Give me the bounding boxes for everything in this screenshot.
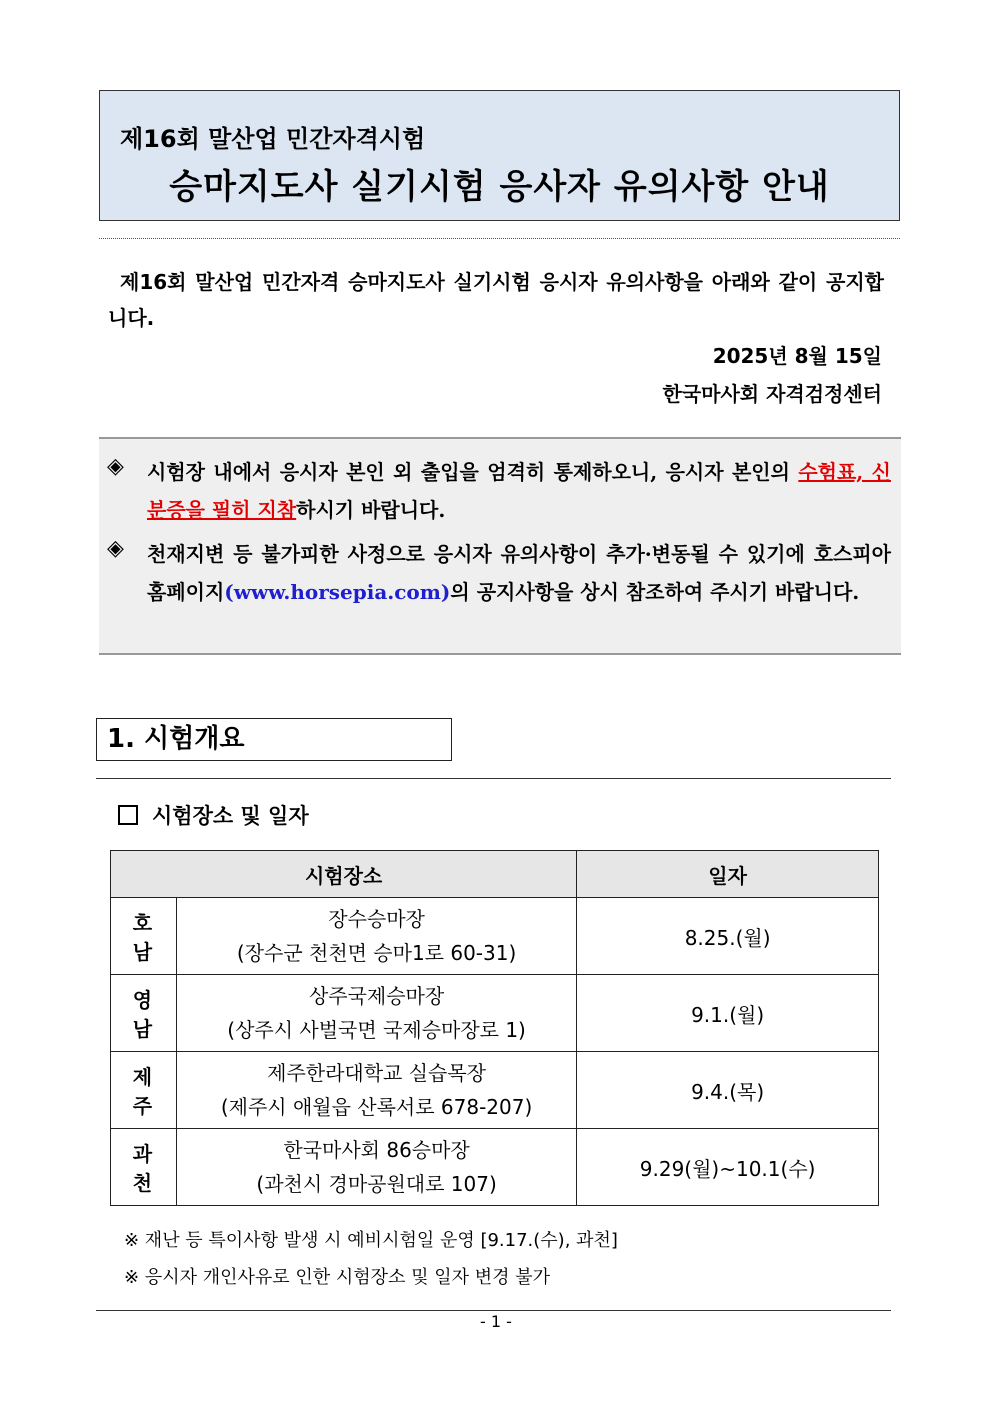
notice-box [99,437,901,655]
issuing-organization: 한국마사회 자격검정센터 [662,382,882,406]
notice-1-text: 시험장 내에서 응시자 본인 외 출입을 엄격히 통제하오니, 응시자 본인의 [147,460,799,484]
diamond-bullet-icon: ◈ [107,535,124,561]
notice-1-text-end: 하시기 바랍니다. [296,498,446,522]
schedule-table [110,850,879,1206]
date-cell: 9.4.(목) [577,1052,879,1129]
venue-name: 한국마사회 86승마장 [283,1138,470,1162]
subheading [118,800,309,830]
venue-cell [176,1052,576,1129]
document-title: 승마지도사 실기시험 응사자 유의사항 안내 [169,167,830,207]
footer-divider [96,1310,891,1311]
table-row [111,1052,879,1129]
notice-2-text: 천재지변 등 불가피한 사정으로 응시자 유의사항이 추가·변동될 수 있기에 호스피아 홈페이지 [147,542,891,604]
region-cell: 과천 [111,1129,177,1206]
section-heading: 1. 시험개요 [96,718,452,761]
venue-address: (장수군 천천면 승마1로 60-31) [236,941,517,965]
date-cell: 9.1.(월) [577,975,879,1052]
document-subtitle: 제16회 말산업 민간자격시험 [120,125,426,153]
diamond-bullet-icon: ◈ [107,453,124,479]
date-cell: 9.29(월)~10.1(수) [577,1129,879,1206]
notice-item-1 [107,453,891,529]
title-box [99,90,900,221]
table-row [111,1129,879,1206]
page-number: - 1 - [480,1312,512,1331]
dotted-divider [99,238,900,239]
section-divider [96,778,891,779]
venue-name: 상주국제승마장 [308,984,445,1008]
venue-address: (과천시 경마공원대로 107) [256,1172,497,1196]
region-cell: 제주 [111,1052,177,1129]
table-header-row [111,851,879,898]
date-cell: 8.25.(월) [577,898,879,975]
note-no-change: ※ 응시자 개인사유로 인한 시험장소 및 일자 변경 불가 [124,1267,551,1288]
region-cell: 영남 [111,975,177,1052]
table-row [111,898,879,975]
notice-2-text-end: 의 공지사항을 상시 참조하여 주시기 바랍니다. [450,580,860,604]
header-venue: 시험장소 [111,851,577,898]
note-reserve-date: ※ 재난 등 특이사항 발생 시 예비시험일 운영 [9.17.(수), 과천] [124,1230,618,1251]
header-date: 일자 [577,851,879,898]
venue-cell [176,1129,576,1206]
venue-address: (상주시 사벌국면 국제승마장로 1) [227,1018,526,1042]
venue-name: 제주한라대학교 실습목장 [267,1061,487,1085]
horsepia-link[interactable]: (www.horsepia.com) [224,580,451,604]
notice-1-highlight: 수험표, 신분증을 필히 지참 [147,460,891,522]
venue-name: 장수승마장 [328,907,425,931]
table-row [111,975,879,1052]
subheading-text: 시험장소 및 일자 [152,803,309,828]
venue-address: (제주시 애월읍 산록서로 678-207) [220,1095,533,1119]
intro-paragraph: 제16회 말산업 민간자격 승마지도사 실기시험 응시자 유의사항을 아래와 같이 공지합니다. [108,270,884,330]
venue-cell [176,898,576,975]
notice-item-2 [107,535,891,611]
checkbox-square-icon [118,805,138,825]
region-cell: 호남 [111,898,177,975]
venue-cell [176,975,576,1052]
notice-date: 2025년 8월 15일 [712,344,882,368]
